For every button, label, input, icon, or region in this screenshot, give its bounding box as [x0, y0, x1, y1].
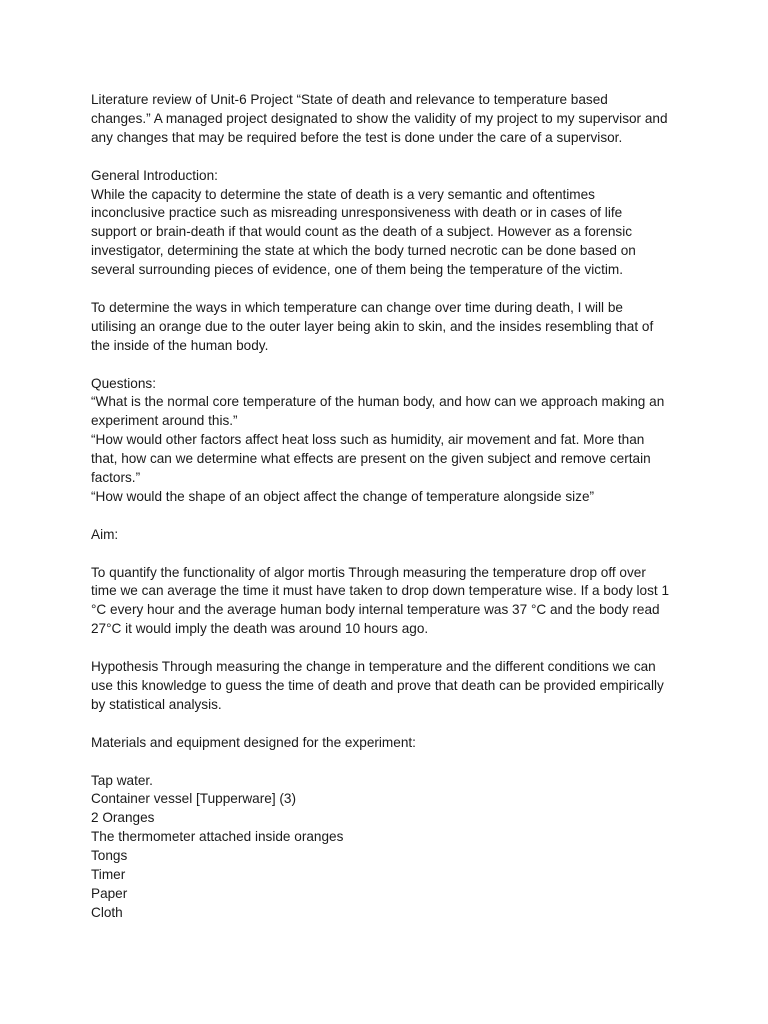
question-line: factors.”	[91, 470, 141, 486]
hypothesis-paragraph	[91, 658, 691, 715]
list-item: Cloth	[91, 904, 123, 920]
list-item: Tap water.	[91, 772, 153, 788]
orange-method-line: To determine the ways in which temperature can change over time during death, I will be	[91, 299, 623, 315]
list-item: The thermometer attached inside oranges	[91, 829, 344, 845]
hypothesis-line: by statistical analysis.	[91, 696, 222, 712]
orange-method-line: utilising an orange due to the outer layer being akin to skin, and the insides resembling that of	[91, 318, 654, 334]
hypothesis-line: Hypothesis Through measuring the change in temperature and the different conditions we can	[91, 659, 656, 675]
question-line: “How would the shape of an object affect the change of temperature alongside size”	[91, 488, 595, 504]
general-introduction-line: inconclusive practice such as misreading unresponsiveness with death or in cases of life	[91, 205, 623, 221]
materials-heading: Materials and equipment designed for the experiment:	[91, 734, 416, 750]
list-item: Paper	[91, 885, 128, 901]
orange-method-line: the inside of the human body.	[91, 337, 269, 353]
aim-line: 27°C it would imply the death was around 10 hours ago.	[91, 621, 429, 637]
questions-heading: Questions:	[91, 375, 156, 391]
questions-section	[91, 375, 691, 507]
general-introduction-line: support or brain-death if that would count as the death of a subject. However as a forensic	[91, 224, 633, 240]
intro-line: Literature review of Unit-6 Project “State of death and relevance to temperature based	[91, 92, 608, 107]
hypothesis-line: use this knowledge to guess the time of death and prove that death can be provided empirically	[91, 678, 664, 693]
list-item: Timer	[91, 867, 126, 883]
question-line: “How would other factors affect heat loss such as humidity, air movement and fat. More than	[91, 432, 645, 448]
question-line: experiment around this.”	[91, 413, 238, 429]
materials-heading-block	[91, 734, 691, 753]
general-introduction-heading: General Introduction:	[91, 167, 218, 183]
aim-line: To quantify the functionality of algor mortis Through measuring the temperature drop off over	[91, 564, 646, 580]
general-introduction-section	[91, 167, 691, 280]
question-line: that, how can we determine what effects are present on the given subject and remove certain	[91, 451, 651, 467]
orange-method-paragraph	[91, 299, 691, 356]
aim-heading: Aim:	[91, 526, 119, 542]
general-introduction-line: investigator, determining the state at which the body turned necrotic can be done based on	[91, 243, 636, 259]
list-item: Tongs	[91, 848, 128, 864]
aim-line: °C every hour and the average human body internal temperature was 37 °C and the body read	[91, 602, 660, 618]
question-line: “What is the normal core temperature of the human body, and how can we approach making an	[91, 394, 665, 410]
aim-paragraph	[91, 564, 691, 640]
intro-paragraph	[91, 91, 691, 148]
aim-line: time we can average the time it must have taken to drop down temperature wise. If a body lost 1	[91, 583, 670, 599]
intro-line: any changes that may be required before the test is done under the care of a supervisor.	[91, 129, 623, 145]
list-item: 2 Oranges	[91, 810, 155, 826]
general-introduction-line: several surrounding pieces of evidence, one of them being the temperature of the victim.	[91, 262, 623, 278]
general-introduction-line: While the capacity to determine the state of death is a very semantic and oftentimes	[91, 186, 595, 202]
materials-list	[91, 772, 691, 923]
document-page	[91, 91, 691, 942]
list-item: Container vessel [Tupperware] (3)	[91, 791, 297, 807]
intro-line: changes.” A managed project designated to show the validity of my project to my supervisor and	[91, 110, 668, 126]
aim-heading-block	[91, 526, 691, 545]
